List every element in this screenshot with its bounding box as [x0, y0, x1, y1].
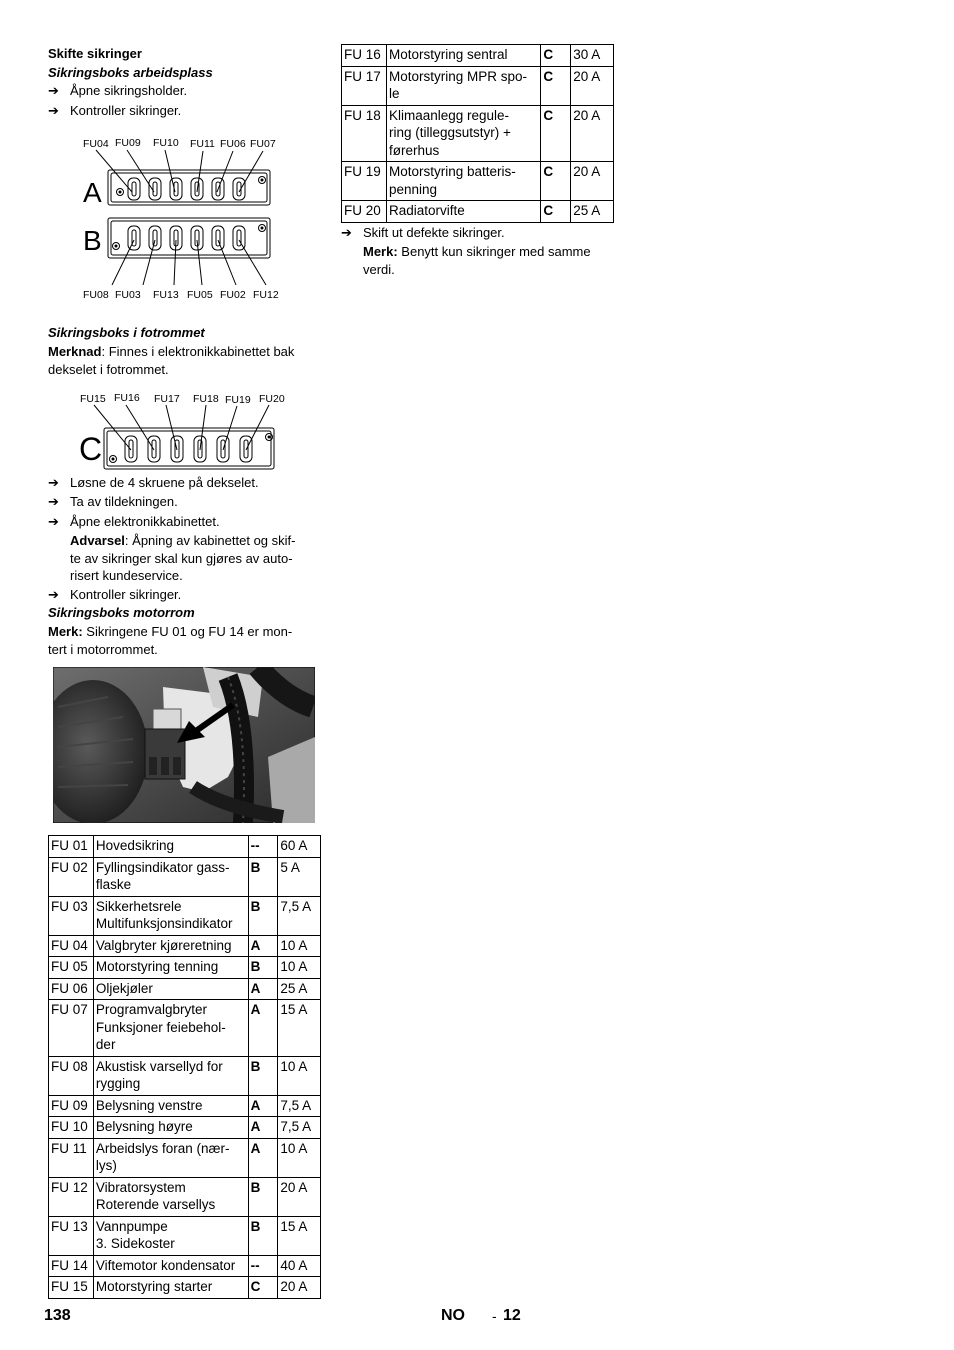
fuse-description-line: førerhus	[388, 142, 440, 158]
fuse-rating: 25 A	[278, 978, 321, 1000]
fuse-box-group: C	[541, 66, 571, 105]
fuse-row	[49, 1277, 321, 1299]
label-fu11: FU11	[190, 138, 215, 150]
arrow-right-icon: ➔	[48, 103, 59, 118]
fuse-box-group: C	[541, 105, 571, 162]
fuse-box-group: --	[248, 1255, 278, 1277]
warning-note: Advarsel: Åpning av kabinettet og skif- te av sikringer skal kun gjøres av auto- risert kundeservice.	[70, 533, 296, 583]
fuse-id: FU 05	[49, 957, 94, 979]
fuse-id: FU 13	[49, 1216, 94, 1255]
note-same-value: Merk: Benytt kun sikringer med samme verdi.	[363, 244, 591, 277]
fuse-row	[49, 1095, 321, 1117]
fuse-table-2	[341, 44, 614, 223]
fuse-rating: 30 A	[571, 45, 614, 67]
fuse-row	[49, 857, 321, 896]
label-fu09: FU09	[115, 137, 141, 149]
label-a: A	[83, 177, 102, 208]
label-fu06: FU06	[220, 138, 246, 150]
fusebox-c-diagram	[76, 388, 286, 473]
arrow-right-icon: ➔	[341, 225, 352, 240]
fuse-rating: 25 A	[571, 201, 614, 223]
fuse-row	[342, 45, 614, 67]
fuse-rating: 20 A	[571, 66, 614, 105]
fuse-description	[93, 1277, 248, 1299]
fuse-rating: 10 A	[278, 957, 321, 979]
label-fu08: FU08	[83, 289, 109, 301]
fuse-description	[93, 896, 248, 935]
fusebox-ab-diagram	[76, 132, 286, 304]
fuse-rating: 20 A	[571, 162, 614, 201]
section-title-engine: Sikringsboks motorrom	[48, 605, 195, 620]
fuse-description	[93, 1117, 248, 1139]
fuse-row	[342, 162, 614, 201]
fuse-box-group: A	[248, 978, 278, 1000]
label-c: C	[79, 431, 103, 467]
label-fu12: FU12	[253, 289, 279, 301]
fuse-description	[93, 1056, 248, 1095]
fuse-description	[93, 935, 248, 957]
fuse-rating: 15 A	[278, 1216, 321, 1255]
fuse-id: FU 12	[49, 1177, 94, 1216]
label-fu10: FU10	[153, 137, 179, 149]
label-fu18: FU18	[193, 393, 219, 405]
section-title-workplace: Sikringsboks arbeidsplass	[48, 65, 213, 80]
fuse-description-line: Belysning venstre	[95, 1097, 203, 1113]
fuse-description	[93, 1000, 248, 1057]
fuse-id: FU 15	[49, 1277, 94, 1299]
fuse-id: FU 11	[49, 1138, 94, 1177]
fuse-box-group: --	[248, 836, 278, 858]
fuse-description-line: Hovedsikring	[95, 838, 174, 853]
fuse-id: FU 04	[49, 935, 94, 957]
label-fu19: FU19	[225, 394, 251, 406]
page-number: 138	[44, 1307, 71, 1324]
fuse-row	[342, 201, 614, 223]
fuse-rating: 7,5 A	[278, 1095, 321, 1117]
fuse-description-line: Belysning høyre	[95, 1119, 193, 1134]
fuse-description-line: Radiatorvifte	[388, 203, 465, 218]
fuse-description-line: ring (tilleggsutstyr) +	[388, 125, 511, 140]
label-fu15: FU15	[80, 393, 106, 405]
fuse-description-line: le	[388, 86, 400, 101]
fuse-box-group: B	[248, 1216, 278, 1255]
fuse-id: FU 06	[49, 978, 94, 1000]
fuse-box-group: A	[248, 935, 278, 957]
fuse-description-line: Arbeidslys foran (nær-	[95, 1140, 230, 1156]
label-fu07: FU07	[250, 138, 276, 150]
fuse-rating: 5 A	[278, 857, 321, 896]
fuse-description-line: Motorstyring batteris-	[388, 164, 516, 179]
fuse-id: FU 18	[342, 105, 387, 162]
fuse-box-group: C	[541, 162, 571, 201]
fuse-rating: 10 A	[278, 1056, 321, 1095]
fuse-description-line: Viftemotor kondensator	[95, 1257, 236, 1273]
page-heading: Skifte sikringer	[48, 46, 142, 61]
fuse-rating: 10 A	[278, 1138, 321, 1177]
arrow-right-icon: ➔	[48, 494, 59, 509]
fuse-row	[49, 1138, 321, 1177]
fuse-description	[93, 1177, 248, 1216]
fuse-id: FU 08	[49, 1056, 94, 1095]
fuse-description-line: Fyllingsindikator gass-	[95, 859, 230, 875]
fuse-row	[49, 1216, 321, 1255]
fuse-id: FU 17	[342, 66, 387, 105]
fuse-table-1	[48, 835, 321, 1299]
fuse-id: FU 10	[49, 1117, 94, 1139]
fuse-row	[49, 1177, 321, 1216]
fuse-description-line: Multifunksjonsindikator	[95, 916, 233, 931]
note-engine: Merk: Sikringene FU 01 og FU 14 er mon- tert i motorrommet.	[48, 624, 293, 657]
fuse-rating: 20 A	[571, 105, 614, 162]
label-fu03: FU03	[115, 289, 141, 301]
language-code: NO	[441, 1307, 465, 1324]
fuse-id: FU 03	[49, 896, 94, 935]
fuse-rating: 20 A	[278, 1277, 321, 1299]
fuse-rating: 60 A	[278, 836, 321, 858]
fuse-description	[386, 162, 540, 201]
fuse-row	[342, 105, 614, 162]
fuse-row	[49, 1000, 321, 1057]
fuse-description-line: Roterende varsellys	[95, 1197, 216, 1212]
fuse-id: FU 20	[342, 201, 387, 223]
label-fu13: FU13	[153, 289, 179, 301]
arrow-right-icon: ➔	[48, 514, 59, 529]
label-fu20: FU20	[259, 393, 285, 405]
fuse-row	[49, 935, 321, 957]
fuse-box-group: B	[248, 857, 278, 896]
fuse-description-line: lys)	[95, 1158, 117, 1173]
fuse-id: FU 07	[49, 1000, 94, 1057]
section-page-number: 12	[503, 1307, 521, 1324]
fuse-row	[49, 1255, 321, 1277]
fuse-description-line: rygging	[95, 1076, 141, 1091]
fuse-rating: 40 A	[278, 1255, 321, 1277]
fuse-box-group: B	[248, 957, 278, 979]
label-fu04: FU04	[83, 138, 109, 150]
fuse-rating: 7,5 A	[278, 1117, 321, 1139]
fuse-id: FU 09	[49, 1095, 94, 1117]
fuse-description-line: penning	[388, 181, 438, 197]
note-footwell: Merknad: Finnes i elektronikkabinettet bak dekselet i fotrommet.	[48, 344, 295, 377]
fuse-description-line: Programvalgbryter	[95, 1002, 207, 1017]
fuse-description	[386, 201, 540, 223]
fuse-id: FU 16	[342, 45, 387, 67]
arrow-right-icon: ➔	[48, 475, 59, 490]
fuse-row	[49, 978, 321, 1000]
fuse-box-group: B	[248, 896, 278, 935]
fuse-description-line: Motorstyring MPR spo-	[388, 68, 528, 84]
fuse-row	[342, 66, 614, 105]
label-fu02: FU02	[220, 289, 246, 301]
fuse-description-line: Motorstyring starter	[95, 1279, 213, 1294]
fuse-description-line: flaske	[95, 877, 132, 892]
fuse-description-line: Oljekjøler	[95, 980, 153, 996]
fuse-description	[386, 66, 540, 105]
fuse-description-line: Vibratorsystem	[95, 1179, 186, 1195]
fuse-box-group: A	[248, 1138, 278, 1177]
fuse-box-group: C	[541, 45, 571, 67]
section-title-footwell: Sikringsboks i fotrommet	[48, 325, 205, 340]
fuse-description	[93, 1095, 248, 1117]
fuse-rating: 10 A	[278, 935, 321, 957]
fuse-description-line: Valgbryter kjøreretning	[95, 937, 232, 953]
fuse-row	[49, 1056, 321, 1095]
fuse-description-line: 3. Sidekoster	[95, 1236, 175, 1251]
fuse-description	[386, 105, 540, 162]
fuse-description	[93, 1255, 248, 1277]
fuse-box-group: A	[248, 1095, 278, 1117]
fuse-description	[386, 45, 540, 67]
label-b: B	[83, 225, 102, 256]
fuse-box-group: C	[248, 1277, 278, 1299]
label-fu17: FU17	[154, 393, 180, 405]
fuse-description-line: Motorstyring tenning	[95, 959, 219, 974]
label-fu05: FU05	[187, 289, 213, 301]
fuse-rating: 20 A	[278, 1177, 321, 1216]
fuse-id: FU 19	[342, 162, 387, 201]
fuse-description	[93, 1216, 248, 1255]
fuse-id: FU 14	[49, 1255, 94, 1277]
fuse-description-line: Vannpumpe	[95, 1218, 168, 1234]
fuse-description	[93, 957, 248, 979]
fuse-box-group: A	[248, 1117, 278, 1139]
label-fu16: FU16	[114, 392, 140, 404]
fuse-description-line: Motorstyring sentral	[388, 47, 508, 62]
fuse-row	[49, 1117, 321, 1139]
fuse-description	[93, 857, 248, 896]
fuse-row	[49, 896, 321, 935]
fuse-description-line: Funksjoner feiebehol-	[95, 1019, 226, 1035]
fuse-id: FU 02	[49, 857, 94, 896]
arrow-right-icon: ➔	[48, 587, 59, 602]
fuse-row	[49, 836, 321, 858]
fuse-rating: 7,5 A	[278, 896, 321, 935]
engine-compartment-photo	[53, 667, 315, 823]
fuse-box-group: C	[541, 201, 571, 223]
fuse-description-line: Akustisk varsellyd for	[95, 1058, 223, 1074]
fuse-box-group: B	[248, 1056, 278, 1095]
fuse-row	[49, 957, 321, 979]
fuse-rating: 15 A	[278, 1000, 321, 1057]
fuse-description-line: Sikkerhetsrele	[95, 898, 182, 914]
fuse-description-line: Klimaanlegg regule-	[388, 107, 510, 123]
fuse-box-group: A	[248, 1000, 278, 1057]
fuse-description	[93, 836, 248, 858]
arrow-right-icon: ➔	[48, 83, 59, 98]
fuse-description	[93, 978, 248, 1000]
fuse-description	[93, 1138, 248, 1177]
fuse-id: FU 01	[49, 836, 94, 858]
footer-separator: -	[492, 1308, 497, 1324]
fuse-box-group: B	[248, 1177, 278, 1216]
fuse-description-line: der	[95, 1037, 116, 1052]
